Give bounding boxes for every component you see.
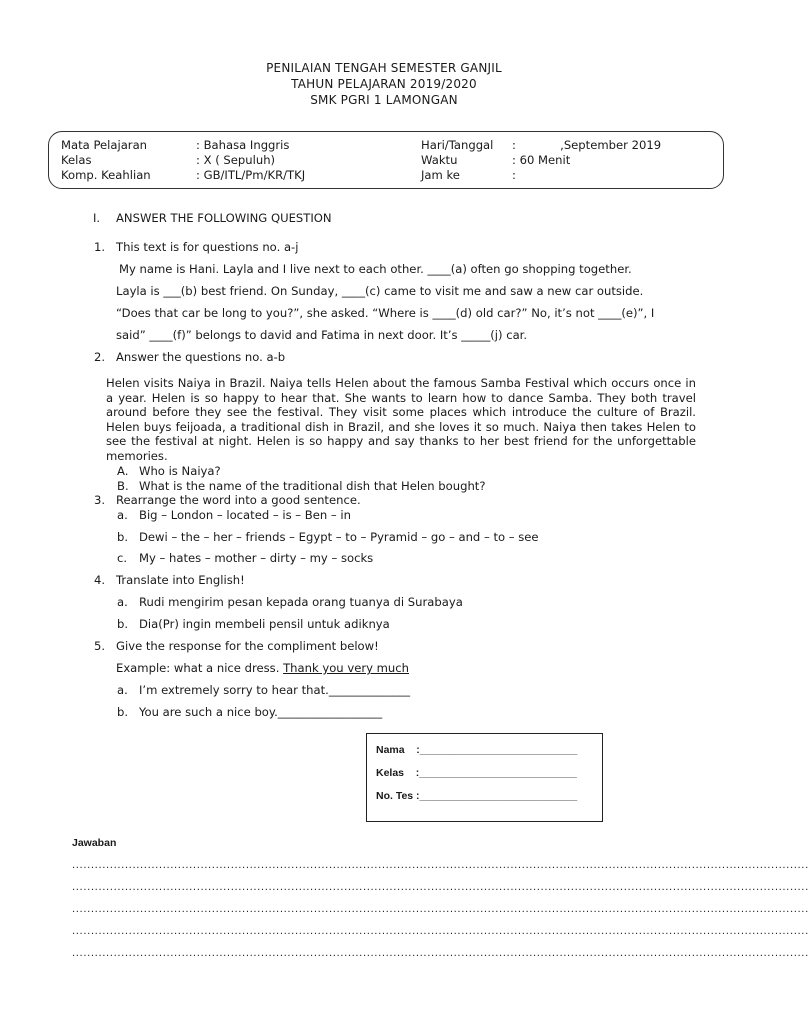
q3-a-label: a. [117,508,128,522]
academic-year: TAHUN PELAJARAN 2019/2020 [291,77,477,91]
q5-example [116,661,409,675]
info-mapel-value: : Bahasa Inggris [196,138,290,152]
info-waktu-value: : 60 Menit [512,153,571,167]
school-name: SMK PGRI 1 LAMONGAN [310,93,458,107]
q5-example-answer: Thank you very much [283,661,410,675]
answer-line[interactable]: ................................................................................................................................................................................................... [72,926,809,937]
q5-number: 5. [94,639,106,653]
q5-b-label: b. [117,705,129,719]
q1-text-line: “Does that car be long to you?”, she asked. “Where is ____(d) old car?” No, it’s not ____(e)”, I [116,306,655,320]
q2-b-text: What is the name of the traditional dish that Helen bought? [139,479,486,493]
q3-b-text: Dewi – the – her – friends – Egypt – to – Pyramid – go – and – to – see [139,530,539,544]
section-title: ANSWER THE FOLLOWING QUESTION [116,211,332,225]
info-jam-label: Jam ke [421,168,460,182]
q3-a-text: Big – London – located – is – Ben – in [139,508,351,522]
q1-text-line: My name is Hani. Layla and I live next to each other. ____(a) often go shopping together. [119,262,632,276]
answer-line[interactable]: ................................................................................................................................................................................................... [72,860,809,871]
answer-line[interactable]: ................................................................................................................................................................................................... [72,904,809,915]
student-name-field[interactable]: Nama :___________________________ [376,744,578,756]
q4-a-text: Rudi mengirim pesan kepada orang tuanya di Surabaya [139,595,463,609]
q1-text-line: Layla is ___(b) best friend. On Sunday, ____(c) came to visit me and saw a new car outside. [116,284,644,298]
info-kelas-value: : X ( Sepuluh) [196,153,276,167]
q4-number: 4. [94,573,106,587]
q2-a-label: A. [117,464,129,478]
info-komp-label: Komp. Keahlian [61,168,151,182]
answer-line[interactable]: ................................................................................................................................................................................................... [72,882,809,893]
q4-prompt: Translate into English! [116,573,245,587]
q4-b-text: Dia(Pr) ingin membeli pensil untuk adiknya [139,617,390,631]
student-class-field[interactable]: Kelas :___________________________ [376,767,577,779]
exam-title: PENILAIAN TENGAH SEMESTER GANJIL [266,61,502,75]
q5-example-prefix: Example: what a nice dress. [116,661,284,675]
q2-b-label: B. [117,479,129,493]
q5-a-text: I’m extremely sorry to hear that.______________ [139,683,411,697]
answer-section-title: Jawaban [72,837,117,849]
q2-prompt: Answer the questions no. a-b [116,350,286,364]
q4-a-label: a. [117,595,128,609]
q2-passage: Helen visits Naiya in Brazil. Naiya tells Helen about the famous Samba Festival which occurs once in a year. Helen is so happy to hear that. She wants to learn how to dance Samba. They both travel around before they see the festival. They visit some places which introduce the culture of Brazil. Helen buys feijoada, a traditional dish in Brazil, and she loves it so much. Naiya then takes Helen to see the festival at night. Helen is so happy and say thanks to her best friend for the unforgettable memories. [106,376,696,463]
section-roman: I. [93,211,101,225]
q1-number: 1. [94,240,106,254]
q3-b-label: b. [117,530,129,544]
info-jam-value: : [512,168,516,182]
answer-line[interactable]: ................................................................................................................................................................................................... [72,948,809,959]
q5-b-text: You are such a nice boy.__________________ [139,705,383,719]
q5-a-label: a. [117,683,128,697]
q4-b-label: b. [117,617,129,631]
info-kelas-label: Kelas [61,153,92,167]
q2-number: 2. [94,350,106,364]
q2-a-text: Who is Naiya? [139,464,221,478]
info-komp-value: : GB/ITL/Pm/KR/TKJ [196,168,306,182]
q3-prompt: Rearrange the word into a good sentence. [116,493,361,507]
info-mapel-label: Mata Pelajaran [61,138,148,152]
test-number-field[interactable]: No. Tes :___________________________ [376,790,578,802]
q1-text-line: said” ____(f)” belongs to david and Fatima in next door. It’s _____(j) car. [116,328,528,342]
q3-c-label: c. [117,551,128,565]
info-hari-value: : ,September 2019 [512,138,662,152]
q3-number: 3. [94,493,106,507]
q1-prompt: This text is for questions no. a-j [116,240,299,254]
info-waktu-label: Waktu [421,153,458,167]
q5-prompt: Give the response for the compliment below! [116,639,379,653]
q3-c-text: My – hates – mother – dirty – my – socks [139,551,374,565]
info-hari-label: Hari/Tanggal [421,138,494,152]
